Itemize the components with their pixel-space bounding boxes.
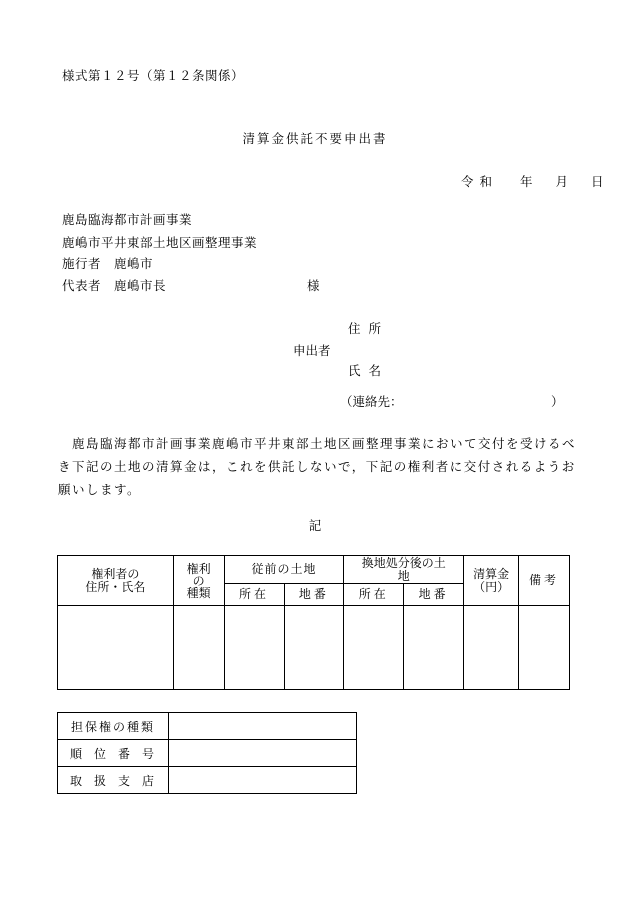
form-number: 様式第１２号（第１２条関係） [62, 68, 245, 83]
contact-close: ） [551, 394, 564, 409]
header-prev-lot: 地番 [284, 584, 344, 606]
rank-number-label: 順位番号 [58, 740, 169, 767]
table-row [58, 767, 357, 794]
cell-holder[interactable] [58, 606, 174, 690]
cell-prev-location[interactable] [224, 606, 284, 690]
honorific: 様 [307, 278, 320, 293]
addressee-sub-project: 鹿嶋市平井東部土地区画整理事業 [62, 235, 258, 250]
rank-number-value[interactable] [169, 740, 357, 767]
cell-prev-lot[interactable] [284, 606, 344, 690]
document-title: 清算金供託不要申出書 [242, 131, 388, 146]
request-body: 鹿島臨海都市計画事業鹿嶋市平井東部土地区画整理事業において交付を受けるべき下記の土地の清算金は，これを供託しないで，下記の権利者に交付されるようお願いします。 [58, 436, 577, 497]
header-prev-location: 所在 [224, 584, 284, 606]
date-line [461, 172, 605, 190]
applicant-address-label: 住所 [348, 321, 390, 336]
date-year: 年 [520, 174, 534, 189]
guarantee-table [57, 712, 357, 794]
cell-remarks[interactable] [519, 606, 570, 690]
addressee-representative: 代表者 鹿嶋市長 [62, 278, 167, 293]
cell-right-type[interactable] [173, 606, 224, 690]
cell-new-location[interactable] [344, 606, 404, 690]
contact-open: （連絡先： [340, 394, 403, 409]
table-row [58, 740, 357, 767]
date-month: 月 [555, 174, 570, 189]
addressee-project: 鹿島臨海都市計画事業 [62, 212, 193, 227]
date-day: 日 [591, 174, 605, 189]
ki-heading: 記 [308, 518, 322, 533]
header-settlement: 清算金 （円） [464, 556, 519, 606]
guarantee-type-label: 担保権の種類 [58, 713, 169, 740]
header-new-location: 所在 [344, 584, 404, 606]
table-row [58, 713, 357, 740]
header-right-type: 権利 の 種類 [173, 556, 224, 606]
header-holder: 権利者の 住所・氏名 [58, 556, 174, 606]
header-prev-land: 従前の土地 [224, 556, 344, 584]
header-new-lot: 地番 [404, 584, 464, 606]
header-new-land: 換地処分後の土 地 [344, 556, 464, 584]
branch-value[interactable] [169, 767, 357, 794]
table-row [58, 606, 570, 690]
applicant-name-label: 氏名 [348, 363, 390, 378]
guarantee-type-value[interactable] [169, 713, 357, 740]
rights-table [57, 555, 570, 690]
header-remarks: 備考 [519, 556, 570, 606]
applicant-role-label: 申出者 [293, 343, 331, 358]
branch-label: 取扱支店 [58, 767, 169, 794]
cell-settlement[interactable] [464, 606, 519, 690]
addressee-operator: 施行者 鹿嶋市 [62, 256, 154, 271]
cell-new-lot[interactable] [404, 606, 464, 690]
date-era: 令和 [461, 174, 499, 189]
